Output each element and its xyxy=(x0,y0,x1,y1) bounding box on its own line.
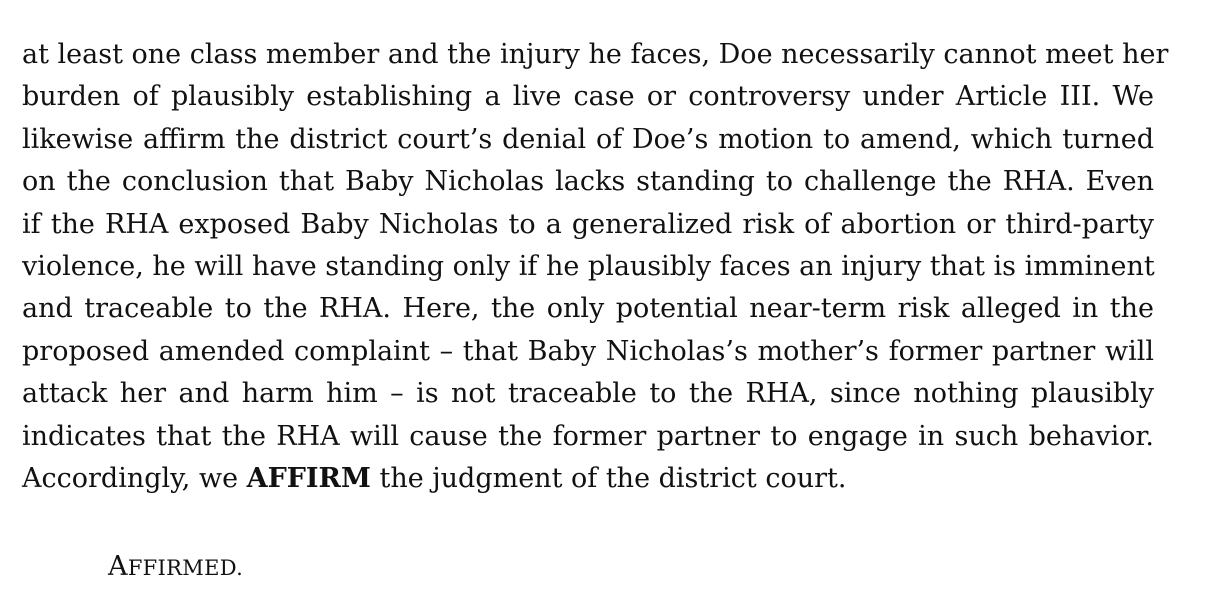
affirm-emphasis: AFFIRM xyxy=(246,463,371,495)
paragraph-line: and traceable to the RHA. Here, the only potential near-term risk alleged in the xyxy=(22,293,1154,325)
opinion-paragraph xyxy=(22,34,1169,500)
paragraph-line: violence, he will have standing only if he plausibly faces an injury that is imminent xyxy=(22,251,1155,283)
disposition xyxy=(108,547,243,588)
disposition-rest: FFIRMED. xyxy=(127,556,244,580)
paragraph-line: likewise affirm the district court’s denial of Doe’s motion to amend, which turned xyxy=(22,123,1154,155)
paragraph-line: proposed amended complaint – that Baby Nicholas’s mother’s former partner will xyxy=(22,335,1154,367)
paragraph-line: indicates that the RHA will cause the former partner to engage in such behavior. xyxy=(22,420,1154,452)
paragraph-line: at least one class member and the injury he faces, Doe necessarily cannot meet her xyxy=(22,39,1169,70)
paragraph-line: if the RHA exposed Baby Nicholas to a generalized risk of abortion or third-party xyxy=(22,208,1154,240)
paragraph-line: burden of plausibly establishing a live case or controversy under Article III. We xyxy=(22,81,1154,113)
paragraph-final-line xyxy=(22,458,1154,500)
opinion-page xyxy=(22,34,1169,582)
final-line-before: Accordingly, we xyxy=(22,463,247,495)
paragraph-line: attack her and harm him – is not traceable to the RHA, since nothing plausibly xyxy=(22,378,1154,410)
final-line-after: the judgment of the district court. xyxy=(370,463,847,495)
disposition-initial: A xyxy=(108,551,128,582)
paragraph-line: on the conclusion that Baby Nicholas lacks standing to challenge the RHA. Even xyxy=(22,166,1154,198)
